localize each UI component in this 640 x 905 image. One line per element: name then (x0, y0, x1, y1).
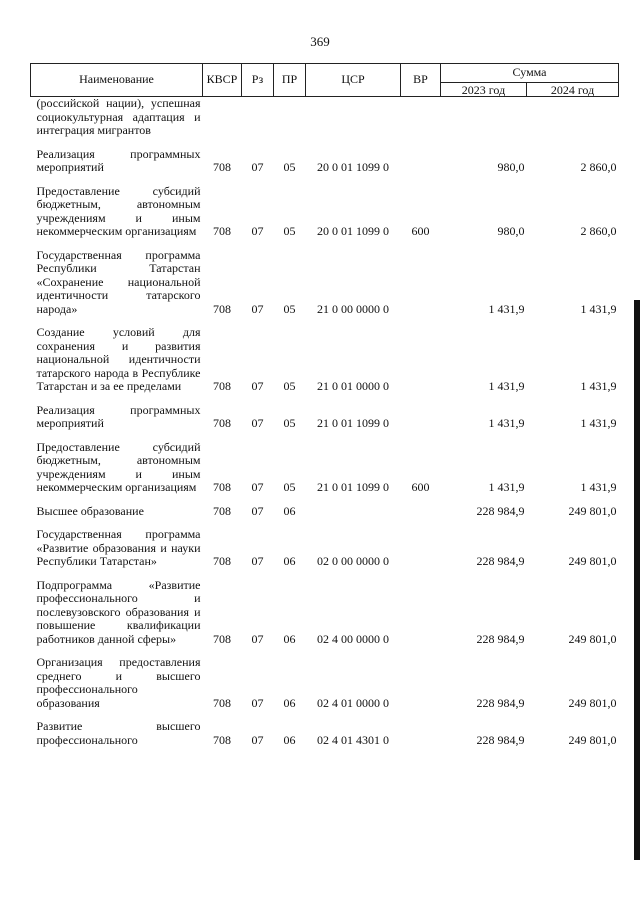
page-number: 369 (310, 34, 330, 49)
cell-2024: 2 860,0 (580, 160, 617, 174)
header-year-2024: 2024 год (527, 83, 619, 97)
cell-pr (274, 97, 306, 138)
cell-2023: 1 431,9 (488, 416, 525, 430)
cell-name: Реализация программных мероприятий (36, 402, 201, 430)
table-row (31, 710, 619, 747)
table-row (31, 316, 619, 394)
cell-2024: 249 801,0 (568, 554, 617, 568)
cell-kvsr: 708 (213, 301, 231, 316)
cell-2024: 1 431,9 (580, 416, 617, 430)
cell-2023: 228 984,9 (476, 732, 525, 747)
cell-pr: 05 (283, 301, 296, 316)
cell-2023: 980,0 (497, 160, 525, 174)
cell-kvsr: 708 (213, 416, 231, 430)
cell-2023: 1 431,9 (488, 301, 525, 316)
cell-2024: 1 431,9 (580, 379, 617, 393)
table-row (31, 431, 619, 495)
cell-kvsr: 708 (213, 379, 231, 393)
cell-pr: 05 (283, 379, 296, 393)
cell-pr: 05 (283, 160, 296, 174)
scan-edge (632, 0, 640, 905)
cell-kvsr: 708 (213, 631, 231, 646)
cell-vr (401, 495, 441, 519)
cell-vr: 600 (411, 224, 430, 238)
cell-kvsr: 708 (213, 480, 231, 494)
cell-vr (401, 394, 441, 431)
cell-rz: 07 (251, 224, 264, 238)
cell-name: Организация предоставления среднего и высшего профессионального образования (36, 655, 201, 710)
table-body (31, 97, 619, 748)
cell-vr (401, 569, 441, 647)
cell-pr: 06 (283, 554, 296, 568)
cell-rz: 07 (251, 301, 264, 316)
cell-name: Предоставление субсидий бюджетным, автономным учреждениям и иным некоммерческим организациям (36, 183, 201, 238)
cell-pr: 06 (283, 695, 296, 710)
cell-vr: 600 (411, 480, 430, 494)
cell-rz: 07 (251, 631, 264, 646)
header-vr: ВР (401, 64, 441, 97)
cell-pr: 06 (283, 631, 296, 646)
header-rz: Рз (242, 64, 274, 97)
cell-pr: 06 (283, 503, 296, 518)
cell-csr: 21 0 01 0000 0 (317, 379, 389, 393)
cell-2024: 249 801,0 (568, 732, 617, 747)
cell-rz: 07 (251, 379, 264, 393)
table-row (31, 646, 619, 710)
cell-kvsr: 708 (213, 695, 231, 710)
cell-2023: 1 431,9 (488, 379, 525, 393)
cell-rz: 07 (251, 480, 264, 494)
cell-2024: 249 801,0 (568, 631, 617, 646)
table-header (31, 64, 619, 97)
cell-csr: 20 0 01 1099 0 (317, 224, 389, 238)
cell-vr (401, 239, 441, 317)
cell-csr: 02 4 01 0000 0 (317, 695, 389, 710)
cell-rz: 07 (251, 732, 264, 747)
cell-2024: 1 431,9 (580, 480, 617, 494)
header-year-2023: 2023 год (441, 83, 527, 97)
cell-2023: 1 431,9 (488, 480, 525, 494)
cell-2024: 1 431,9 (580, 301, 617, 316)
header-csr: ЦСР (306, 64, 401, 97)
cell-kvsr: 708 (213, 554, 231, 568)
cell-csr: 20 0 01 1099 0 (317, 160, 389, 174)
cell-rz: 07 (251, 695, 264, 710)
header-pr: ПР (274, 64, 306, 97)
cell-kvsr: 708 (213, 160, 231, 174)
cell-name: Предоставление субсидий бюджетным, автономным учреждениям и иным некоммерческим организациям (36, 439, 201, 494)
cell-2024: 249 801,0 (568, 503, 617, 518)
cell-kvsr: 708 (213, 732, 231, 747)
cell-2023: 980,0 (497, 224, 525, 238)
cell-2023 (441, 97, 527, 138)
cell-pr: 06 (283, 732, 296, 747)
table-row (31, 518, 619, 569)
scan-edge-bar (634, 300, 640, 860)
cell-csr: 21 0 00 0000 0 (317, 301, 389, 316)
cell-2023: 228 984,9 (476, 695, 525, 710)
cell-name: Реализация программных мероприятий (36, 146, 201, 174)
table-row (31, 175, 619, 239)
table-row (31, 569, 619, 647)
cell-2024: 2 860,0 (580, 224, 617, 238)
cell-pr: 05 (283, 224, 296, 238)
cell-name: (российской нации), успешная социокультурная адаптация и интеграция мигрантов (36, 96, 201, 137)
cell-name: Государственная программа Республики Татарстан «Сохранение национальной идентичности татарского народа» (36, 247, 201, 316)
cell-csr: 02 4 00 0000 0 (317, 631, 389, 646)
cell-pr: 05 (283, 480, 296, 494)
cell-name: Высшее образование (36, 503, 144, 518)
cell-pr: 05 (283, 416, 296, 430)
table-row (31, 495, 619, 519)
cell-name: Подпрограмма «Развитие профессионального и послевузовского образования и повышение квалификации работников данной сферы» (36, 577, 201, 646)
cell-rz: 07 (251, 554, 264, 568)
cell-csr (306, 495, 401, 519)
cell-csr (306, 97, 401, 138)
cell-vr (401, 97, 441, 138)
cell-kvsr (203, 97, 242, 138)
table-row (31, 394, 619, 431)
cell-2024 (527, 97, 619, 138)
header-name: Наименование (31, 64, 203, 97)
cell-2023: 228 984,9 (476, 503, 525, 518)
cell-csr: 02 0 00 0000 0 (317, 554, 389, 568)
budget-table (30, 63, 619, 747)
cell-vr (401, 646, 441, 710)
cell-2024: 249 801,0 (568, 695, 617, 710)
table-row (31, 138, 619, 175)
cell-name: Развитие высшего профессионального (36, 719, 201, 747)
cell-vr (401, 138, 441, 175)
cell-rz: 07 (251, 416, 264, 430)
cell-vr (401, 316, 441, 394)
cell-csr: 21 0 01 1099 0 (317, 480, 389, 494)
header-kvsr: КВСР (203, 64, 242, 97)
cell-rz: 07 (251, 503, 264, 518)
cell-2023: 228 984,9 (476, 554, 525, 568)
cell-csr: 21 0 01 1099 0 (317, 416, 389, 430)
cell-vr (401, 710, 441, 747)
cell-rz (242, 97, 274, 138)
cell-name: Создание условий для сохранения и развития национальной идентичности татарского народа в Республике Татарстан и за ее пределами (36, 325, 201, 393)
cell-csr: 02 4 01 4301 0 (317, 732, 389, 747)
header-sum: Сумма (441, 64, 619, 83)
cell-rz: 07 (251, 160, 264, 174)
cell-name: Государственная программа «Развитие образования и науки Республики Татарстан» (36, 527, 201, 568)
cell-kvsr: 708 (213, 224, 231, 238)
cell-2023: 228 984,9 (476, 631, 525, 646)
table-row (31, 239, 619, 317)
table-row (31, 97, 619, 138)
cell-vr (401, 518, 441, 569)
cell-kvsr: 708 (213, 503, 231, 518)
